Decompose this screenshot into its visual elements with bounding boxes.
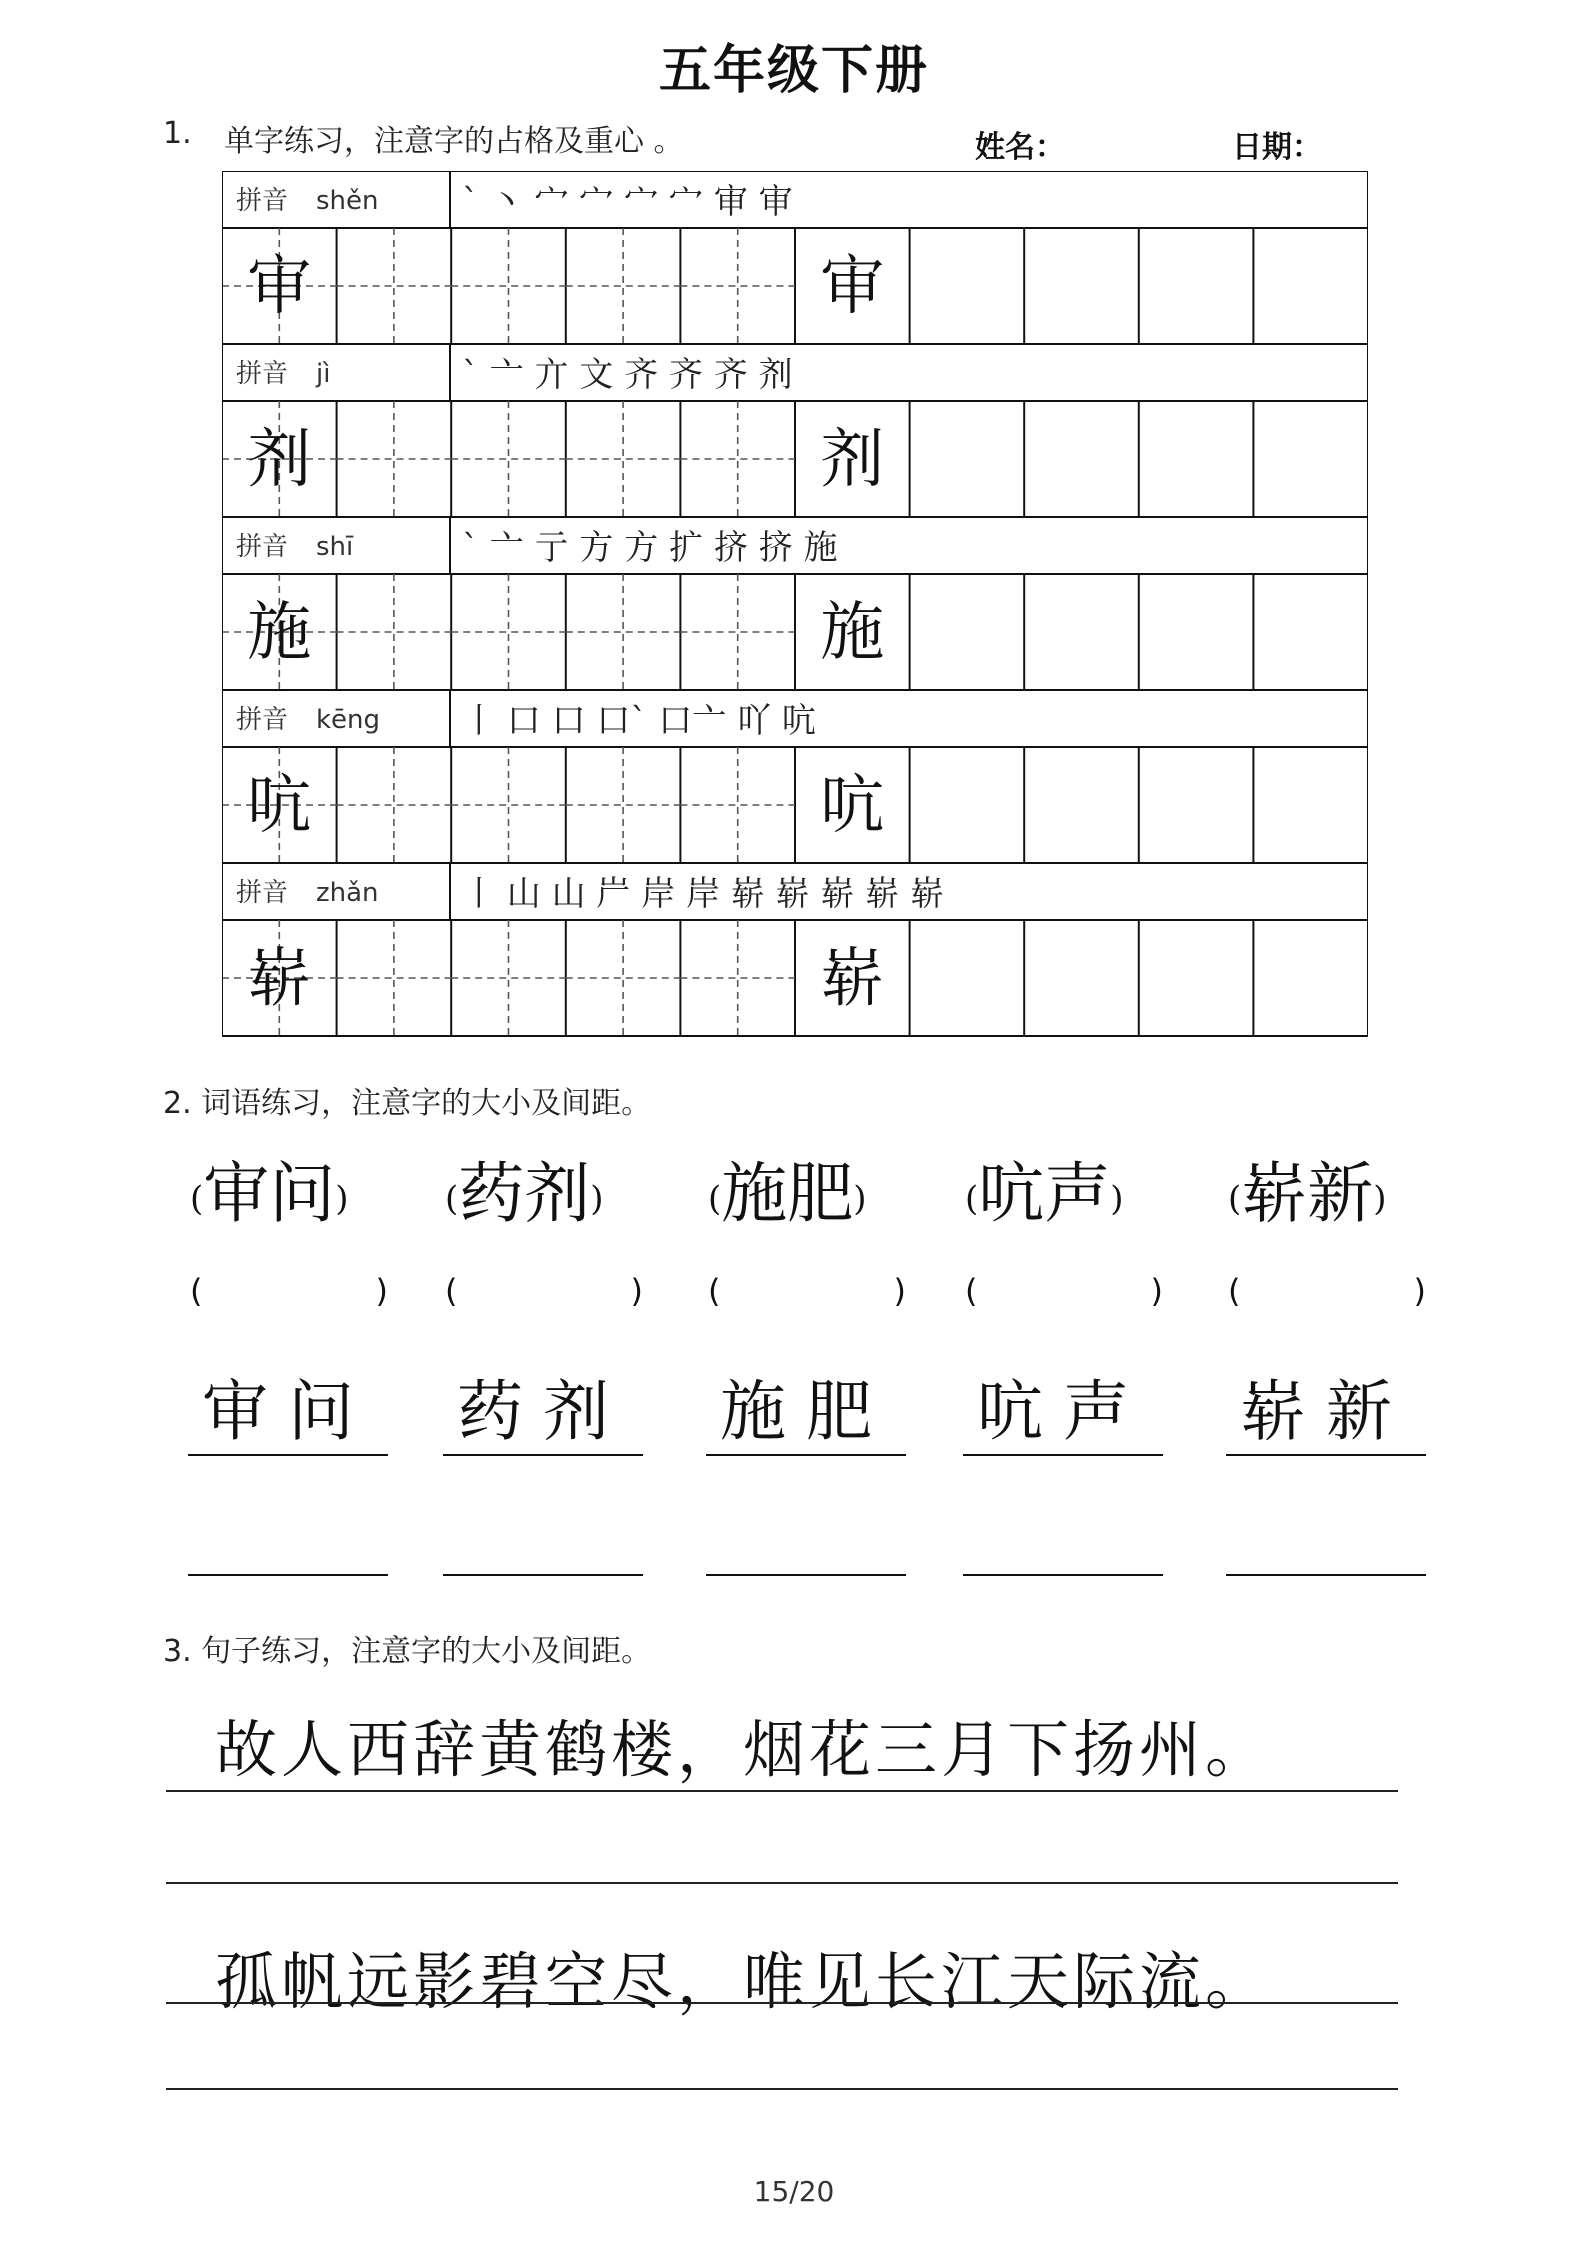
blank-underline[interactable] — [188, 1564, 388, 1576]
empty-parentheses[interactable] — [1228, 1272, 1426, 1310]
paren-word — [445, 1140, 604, 1235]
close-paren: ) — [1373, 1179, 1387, 1219]
close-paren: ) — [1110, 1179, 1124, 1219]
pinyin-text: jì — [316, 359, 331, 389]
stroke-order: ` 丶 宀 宀 宀 宀 审 审 — [462, 182, 793, 222]
pinyin-text: shěn — [316, 186, 379, 216]
open-paren: ( — [965, 1179, 979, 1219]
section1-heading: 单字练习，注意字的占格及重心 。 — [224, 124, 684, 159]
open-paren: ( — [190, 1272, 203, 1310]
stroke-order: ` 亠 亣 文 齐 齐 齐 剂 — [462, 355, 793, 395]
section1-number: 1. — [163, 116, 192, 151]
pinyin-text: shī — [316, 532, 354, 562]
empty-parentheses[interactable] — [190, 1272, 388, 1310]
blank-underline[interactable] — [706, 1564, 906, 1576]
pinyin-label: 拼音 — [236, 878, 289, 908]
model-character: 崭 — [247, 942, 312, 1016]
close-paren: ) — [630, 1272, 643, 1310]
empty-parentheses[interactable] — [708, 1272, 906, 1310]
blank-underline[interactable] — [1226, 1564, 1426, 1576]
paren-word — [965, 1140, 1124, 1235]
blank-underline[interactable] — [443, 1564, 643, 1576]
close-paren: ) — [853, 1179, 867, 1219]
underlined-word: 审问 — [188, 1370, 388, 1456]
stroke-order: 丨 口 口 口` 口亠 吖 吭 — [462, 701, 816, 741]
open-paren: ( — [190, 1179, 204, 1219]
close-paren: ) — [893, 1272, 906, 1310]
date-label: 日期： — [1232, 130, 1322, 165]
pinyin-label: 拼音 — [236, 532, 289, 562]
sentence-2: 孤帆远影碧空尽，唯见长江天际流。 — [215, 1945, 1272, 2018]
name-label: 姓名： — [975, 130, 1065, 165]
model-character: 审 — [247, 250, 312, 324]
model-character: 吭 — [247, 769, 312, 843]
practice-line[interactable] — [166, 1882, 1398, 1884]
word-text: 崭新 — [1241, 1155, 1374, 1232]
practice-line[interactable] — [166, 2088, 1398, 2090]
pinyin-text: kēng — [316, 705, 381, 735]
open-paren: ( — [1228, 1272, 1241, 1310]
pinyin-text: zhǎn — [316, 878, 379, 908]
open-paren: ( — [965, 1272, 978, 1310]
empty-parentheses[interactable] — [965, 1272, 1163, 1310]
word-text: 药剂 — [458, 1155, 591, 1232]
section2-heading: 2. 词语练习，注意字的大小及间距。 — [163, 1086, 652, 1121]
word-text: 审问 — [203, 1155, 336, 1232]
copy-character: 施 — [820, 596, 885, 670]
open-paren: ( — [708, 1179, 722, 1219]
open-paren: ( — [445, 1179, 459, 1219]
paren-word — [1228, 1140, 1387, 1235]
section3-heading: 3. 句子练习，注意字的大小及间距。 — [163, 1634, 652, 1669]
paren-word — [190, 1140, 349, 1235]
empty-parentheses[interactable] — [445, 1272, 643, 1310]
underlined-word: 崭新 — [1226, 1370, 1426, 1456]
model-character: 施 — [247, 596, 312, 670]
pinyin-label: 拼音 — [236, 705, 289, 735]
page-number: 15/20 — [753, 2175, 835, 2208]
sentence-1: 故人西辞黄鹤楼，烟花三月下扬州。 — [215, 1713, 1272, 1786]
pinyin-label: 拼音 — [236, 186, 289, 216]
underlined-word: 吭声 — [963, 1370, 1163, 1456]
paren-word — [708, 1140, 867, 1235]
close-paren: ) — [1413, 1272, 1426, 1310]
sentence-2-line — [166, 2002, 1398, 2004]
open-paren: ( — [708, 1272, 721, 1310]
underlined-word: 药剂 — [443, 1370, 643, 1456]
open-paren: ( — [1228, 1179, 1242, 1219]
stroke-order: ` 亠 亍 方 方 扩 挤 挤 施 — [462, 528, 838, 568]
copy-character: 剂 — [820, 423, 885, 497]
open-paren: ( — [445, 1272, 458, 1310]
close-paren: ) — [335, 1179, 349, 1219]
close-paren: ) — [1150, 1272, 1163, 1310]
page-title: 五年级下册 — [658, 41, 929, 101]
model-character: 剂 — [247, 423, 312, 497]
copy-character: 吭 — [820, 769, 885, 843]
close-paren: ) — [590, 1179, 604, 1219]
close-paren: ) — [375, 1272, 388, 1310]
pinyin-label: 拼音 — [236, 359, 289, 389]
word-text: 吭声 — [978, 1155, 1111, 1232]
blank-underline[interactable] — [963, 1564, 1163, 1576]
copy-character: 审 — [820, 250, 885, 324]
character-grid — [222, 171, 1368, 1037]
stroke-order: 丨 山 山 屵 岸 岸 崭 崭 崭 崭 崭 — [462, 874, 945, 914]
sentence-1-line — [166, 1790, 1398, 1792]
copy-character: 崭 — [820, 942, 885, 1016]
underlined-word: 施肥 — [706, 1370, 906, 1456]
word-text: 施肥 — [721, 1155, 854, 1232]
